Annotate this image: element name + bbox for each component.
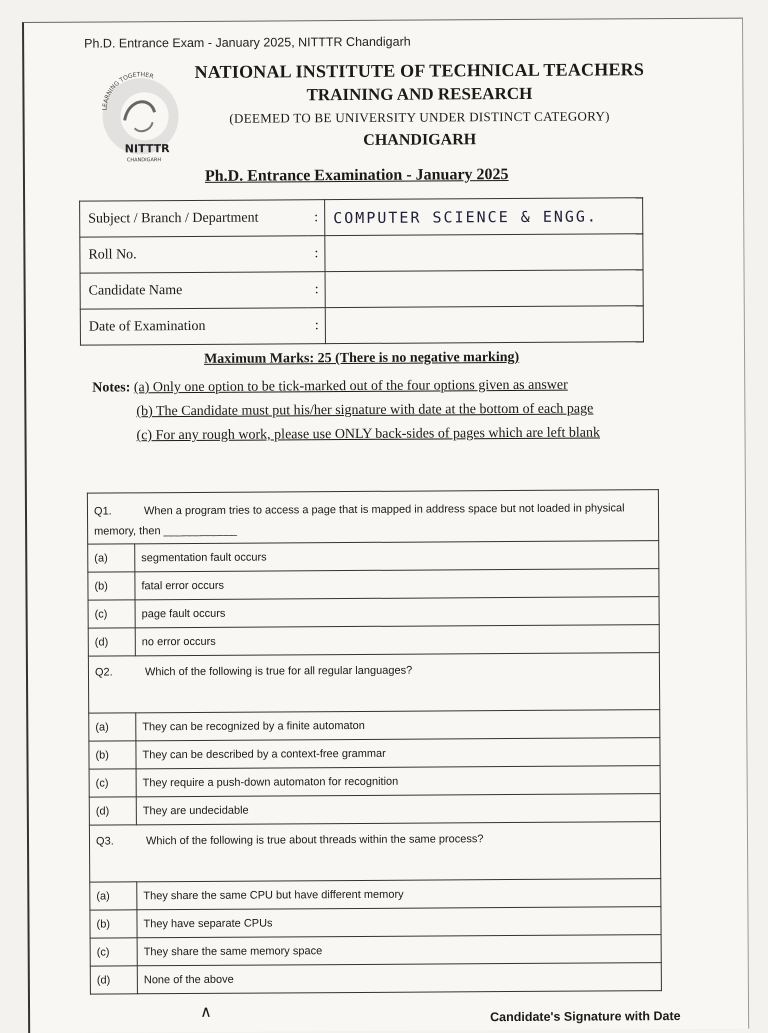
option-row[interactable] [89, 710, 660, 741]
option-text: page fault occurs [135, 597, 659, 628]
info-colon: : [308, 236, 325, 272]
exam-title: Ph.D. Entrance Examination - January 2025 [204, 166, 509, 185]
question-text: Which of the following is true about threads within the same process? [145, 833, 484, 848]
question-row [87, 490, 658, 544]
info-label: Roll No. [80, 236, 309, 273]
nitttr-logo [84, 60, 193, 169]
question-number: Q3. [95, 835, 114, 848]
option-row[interactable] [89, 794, 660, 825]
info-row-roll-no [80, 234, 643, 273]
option-text: They share the same memory space [137, 935, 661, 966]
logo-arc-text: LEARNING TOGETHER [101, 71, 155, 111]
note-b: (b) The Candidate must put his/her signature with date at the bottom of each page [136, 401, 594, 420]
option-label: (b) [90, 910, 137, 938]
question-cell [89, 822, 660, 882]
institute-line-4: CHANDIGARH [363, 131, 477, 149]
question-cell [88, 653, 659, 713]
candidate-name-field[interactable] [325, 270, 643, 308]
question-cell [87, 490, 658, 544]
logo-name: NITTTR [124, 142, 170, 156]
note-c: (c) For any rough work, please use ONLY back-sides of pages which are left blank [136, 425, 601, 444]
option-text: fatal error occurs [135, 569, 659, 600]
option-label: (d) [88, 628, 135, 656]
exam-date-field[interactable] [325, 306, 643, 344]
option-label: (c) [88, 600, 135, 628]
option-row[interactable] [88, 541, 659, 572]
option-label: (d) [90, 966, 137, 994]
option-text: They can be recognized by a finite automaton [136, 710, 660, 741]
question-number: Q1. [93, 505, 112, 518]
question-number: Q2. [94, 666, 113, 679]
institute-line-1: NATIONAL INSTITUTE OF TECHNICAL TEACHERS [194, 59, 645, 82]
option-text: They can be described by a context-free grammar [136, 738, 660, 769]
option-label: (a) [90, 882, 137, 910]
option-label: (b) [88, 572, 135, 600]
info-colon: : [309, 308, 326, 344]
option-text: None of the above [137, 963, 661, 994]
info-label: Subject / Branch / Department [80, 200, 309, 237]
logo-city: CHANDIGARH [126, 157, 162, 164]
option-text: They are undecidable [136, 794, 660, 825]
option-label: (b) [89, 741, 136, 769]
option-label: (c) [89, 769, 136, 797]
info-row-candidate-name [80, 270, 643, 309]
option-row[interactable] [90, 907, 661, 938]
option-row[interactable] [90, 935, 661, 966]
option-row[interactable] [90, 879, 661, 910]
question-row [89, 822, 660, 882]
institute-line-3: (DEEMED TO BE UNIVERSITY UNDER DISTINCT CATEGORY) [229, 108, 610, 126]
info-label: Candidate Name [80, 272, 309, 309]
option-row[interactable] [89, 766, 660, 797]
option-row[interactable] [88, 625, 659, 656]
candidate-info-table [79, 197, 644, 345]
question-text: When a program tries to access a page that is mapped in address space but not loaded in physical memory, then ____________ [94, 502, 625, 538]
option-text: They require a push-down automaton for recognition [136, 766, 660, 797]
option-label: (a) [88, 544, 135, 572]
question-text: Which of the following is true for all regular languages? [144, 664, 413, 679]
info-colon: : [308, 200, 325, 236]
option-row[interactable] [90, 963, 661, 994]
exam-page [22, 18, 749, 1033]
questions-table [87, 489, 662, 994]
subject-value[interactable]: COMPUTER SCIENCE & ENGG. [325, 198, 643, 236]
info-label: Date of Examination [80, 308, 309, 345]
info-colon: : [309, 272, 326, 308]
option-row[interactable] [88, 597, 659, 628]
option-text: They have separate CPUs [137, 907, 661, 938]
page-header: Ph.D. Entrance Exam - January 2025, NITTTR Chandigarh [84, 34, 411, 51]
option-label: (a) [89, 713, 136, 741]
notes-block [92, 377, 600, 452]
institute-line-2: TRAINING AND RESEARCH [306, 83, 533, 105]
option-row[interactable] [89, 738, 660, 769]
signature-label: Candidate's Signature with Date [490, 1008, 681, 1025]
pen-mark: ∧ [200, 1003, 212, 1021]
question-row [88, 653, 659, 713]
option-row[interactable] [88, 569, 659, 600]
option-text: They share the same CPU but have different memory [137, 879, 661, 910]
institute-heading [184, 59, 655, 151]
info-row-date [80, 306, 643, 345]
info-row-subject [80, 198, 643, 237]
option-label: (c) [90, 938, 137, 966]
notes-label: Notes: [92, 380, 131, 396]
roll-no-field[interactable] [325, 234, 643, 272]
option-text: segmentation fault occurs [135, 541, 659, 572]
option-text: no error occurs [135, 625, 659, 656]
note-a: (a) Only one option to be tick-marked out of the four options given as answer [133, 377, 568, 396]
max-marks: Maximum Marks: 25 (There is no negative marking) [204, 349, 520, 367]
option-label: (d) [89, 797, 136, 825]
